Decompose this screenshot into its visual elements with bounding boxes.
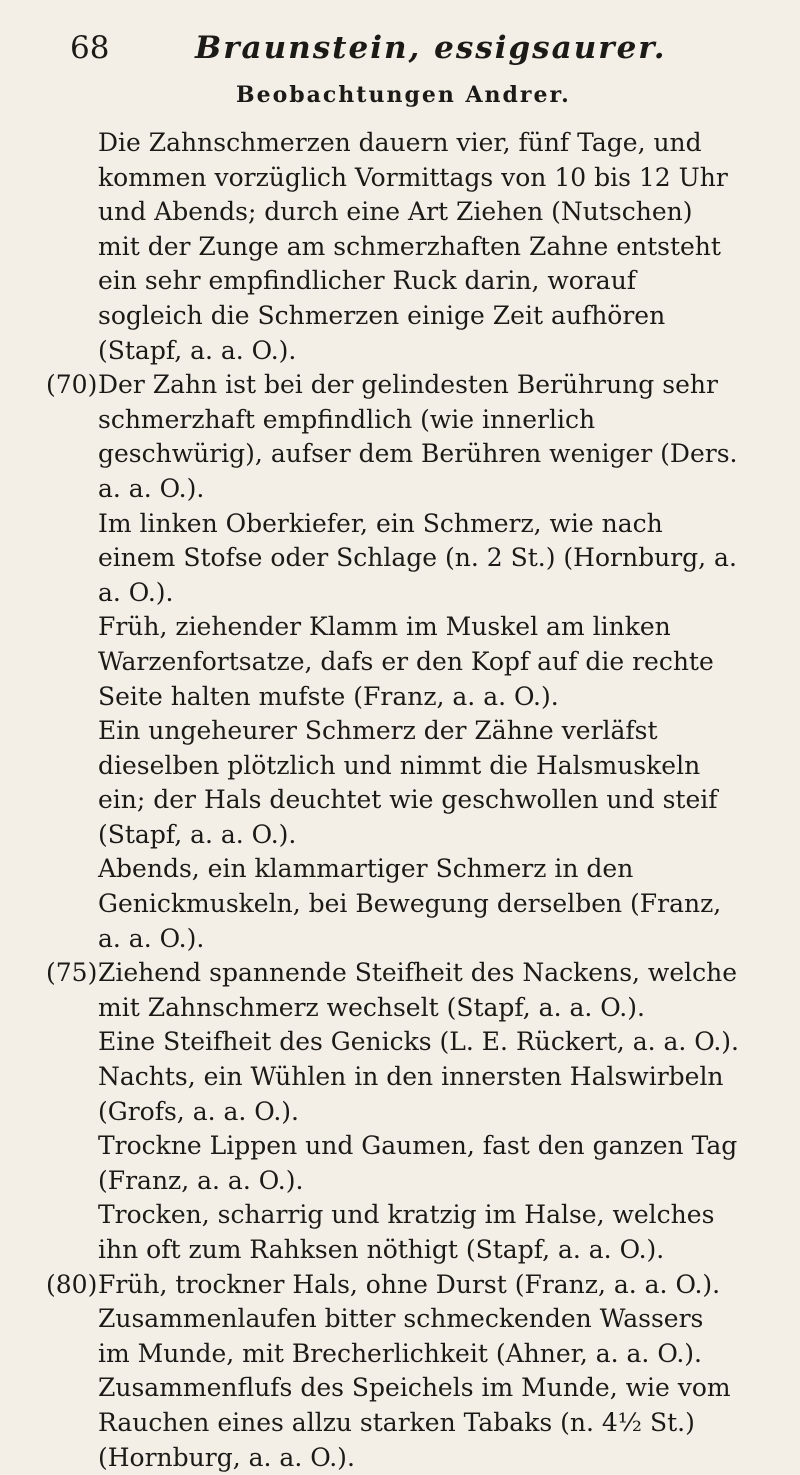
symptom-entry (0, 714, 800, 852)
entry-text: Im linken Oberkiefer, ein Schmerz, wie nach einem Stofse oder Schlage (n. 2 St.) (Hornburg, a. a. O.). (98, 508, 737, 607)
entry-text: Trockne Lippen und Gaumen, fast den ganzen Tag (Franz, a. a. O.). (98, 1131, 738, 1195)
symptom-entry (0, 610, 800, 714)
page-header (0, 28, 800, 78)
entry-text: Früh, ziehender Klamm im Muskel am linken Warzenfortsatze, dafs er den Kopf auf die rechte Seite halten mufste (Franz, a. a. O.). (98, 612, 714, 711)
entry-text: Zusammenflufs des Speichels im Munde, wie vom Rauchen eines allzu starken Tabaks (n. 4½ St.) (Hornburg, a. a. O.). (98, 1373, 731, 1472)
entry-text: Ein ungeheurer Schmerz der Zähne verläfst dieselben plötzlich und nimmt die Halsmuskeln ein; der Hals deuchtet wie geschwollen und steif (Stapf, a. a. O.). (98, 716, 718, 849)
entry-number: (80) (46, 1269, 98, 1299)
running-title: Braunstein, essigsaurer. (195, 30, 667, 66)
entry-number: (70) (46, 370, 98, 400)
entry-text: Trocken, scharrig und kratzig im Halse, welches ihn oft zum Rahksen nöthigt (Stapf, a. a. O.). (98, 1200, 715, 1264)
entry-text: Früh, trockner Hals, ohne Durst (Franz, a. a. O.). (98, 1269, 721, 1299)
symptom-entry (0, 126, 800, 368)
symptom-entry (0, 1302, 800, 1371)
entry-text: Zusammenlaufen bitter schmeckenden Wassers im Munde, mit Brecherlichkeit (Ahner, a. a. O.). (98, 1304, 704, 1368)
page-number: 68 (70, 30, 110, 66)
symptom-entry (0, 1371, 800, 1475)
symptom-entry (0, 1060, 800, 1129)
symptom-entry (0, 852, 800, 956)
entry-text: Die Zahnschmerzen dauern vier, fünf Tage, und kommen vorzüglich Vormittags von 10 bis 12 Uhr und Abends; durch eine Art Ziehen (Nutschen) mit der Zunge am schmerzhaften Zahne entsteht ein sehr empfindlicher Ruck darin, worauf sogleich die Schmerzen einige Zeit aufhören (Stapf, a. a. O.). (98, 128, 728, 365)
entry-text: Eine Steifheit des Genicks (L. E. Rückert, a. a. O.). (98, 1027, 739, 1057)
symptom-entry (0, 1198, 800, 1267)
symptom-entry (0, 1129, 800, 1198)
entry-text: Ziehend spannende Steifheit des Nackens, welche mit Zahnschmerz wechselt (Stapf, a. a. O.). (98, 958, 738, 1022)
symptom-entry (0, 956, 800, 1025)
section-heading: Beobachtungen Andrer. (236, 82, 571, 108)
entry-text: Der Zahn ist bei der gelindesten Berührung sehr schmerzhaft empfindlich (wie innerlich geschwürig), aufser dem Berühren weniger (Ders. a. a. O.). (98, 370, 738, 503)
symptom-entry (0, 507, 800, 611)
symptom-entry (0, 1025, 800, 1060)
entry-text: Abends, ein klammartiger Schmerz in den Genickmuskeln, bei Bewegung derselben (Franz, a. a. O.). (98, 854, 722, 953)
entry-number: (75) (46, 958, 98, 988)
entry-text: Nachts, ein Wühlen in den innersten Halswirbeln (Grofs, a. a. O.). (98, 1062, 724, 1126)
entry-list (0, 126, 800, 1475)
symptom-entry (0, 1268, 800, 1303)
symptom-entry (0, 368, 800, 506)
